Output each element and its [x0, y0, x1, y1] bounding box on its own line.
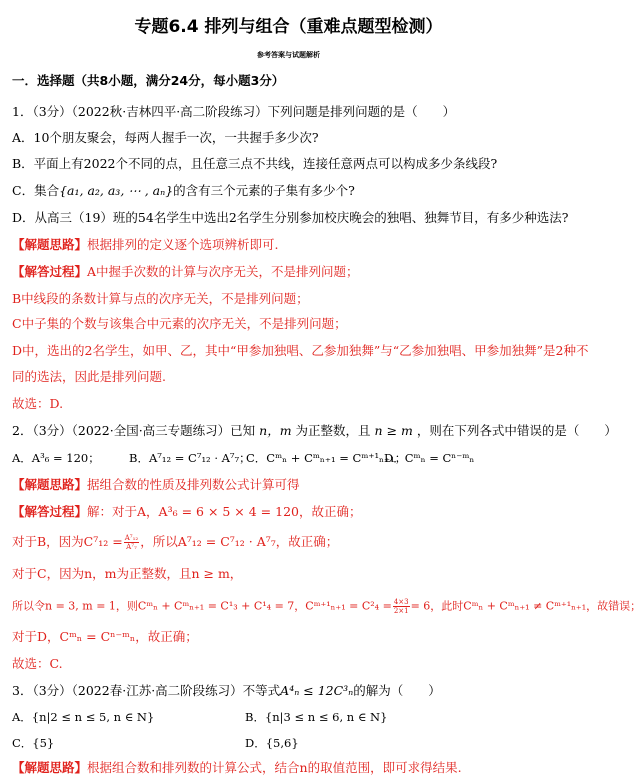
- q1-option-c: [12, 183, 355, 199]
- q2-process-c1: 对于C，因为n，m为正整数，且n ≥ m，: [12, 566, 243, 581]
- q2-process-b: [12, 534, 338, 551]
- q2-option-c: C．Cᵐₙ + Cᵐₙ₊₁ = Cᵐ⁺¹ₙ₊₁；: [246, 451, 407, 465]
- q2-process-b-numerator: A⁷₁₂: [124, 534, 139, 542]
- q1-idea-tag: 【解题思路】: [12, 237, 88, 252]
- q3-option-d: D．{5,6}: [245, 736, 299, 750]
- q1-process-3: C中子集的个数与该集合中元素的次序无关，不是排列问题；: [12, 316, 347, 331]
- q1-option-c-pre: C．集合: [12, 183, 60, 198]
- q1-process-5: 同的选法，因此是排列问题.: [12, 369, 166, 384]
- q1-option-c-set: {a₁, a₂, a₃, ⋯ , aₙ}: [59, 183, 174, 198]
- q2-stem: [12, 423, 617, 439]
- q3-stem-post: 的解为（ ）: [353, 683, 441, 698]
- q1-option-a: A．10个朋友聚会，每两人握手一次，一共握手多少次?: [12, 130, 319, 145]
- document-title: 专题6.4 排列与组合（重难点题型检测）: [134, 17, 443, 37]
- q2-process-c2-denominator: 2×1: [393, 607, 409, 615]
- section-heading: 一．选择题（共8小题，满分24分，每小题3分）: [12, 73, 285, 88]
- q2-process-b-post: ，所以A⁷₁₂ = C⁷₁₂ · A⁷₇，故正确；: [140, 534, 339, 549]
- q3-stem-pre: 3．（3分）（2022春·江苏·高二阶段练习）不等式: [12, 683, 281, 698]
- q3-idea: [12, 760, 462, 776]
- q2-idea: [12, 477, 300, 493]
- q3-option-a: A．{n|2 ≤ n ≤ 5, n ∈ N}: [12, 710, 155, 724]
- q1-process-2: B中线段的条数计算与点的次序无关，不是排列问题；: [12, 291, 309, 306]
- q2-option-d: D．Cᵐₙ = Cⁿ⁻ᵐₙ: [384, 451, 475, 465]
- q3-stem-inequality: A⁴ₙ ≤ 12C³ₙ: [280, 683, 354, 698]
- q2-idea-tag: 【解题思路】: [12, 477, 88, 492]
- q2-idea-text: 据组合数的性质及排列数公式计算可得: [87, 477, 300, 492]
- q2-process-b-fraction: [124, 534, 139, 551]
- q1-process-1: [12, 264, 359, 280]
- q1-idea: [12, 237, 279, 253]
- q2-process-c2: [12, 598, 641, 615]
- q3-option-c: C．{5}: [12, 736, 55, 750]
- q2-process-c2-numerator: 4×3: [393, 598, 409, 606]
- document-subtitle: 参考答案与试题解析: [257, 51, 320, 59]
- q2-stem-vars: n，m: [259, 423, 292, 438]
- q2-process-b-pre: 对于B，因为C⁷₁₂ =: [12, 534, 123, 549]
- q1-process-tag: 【解答过程】: [12, 264, 88, 279]
- q1-option-c-post: 的含有三个元素的子集有多少个?: [173, 183, 355, 198]
- q2-process-a: [12, 504, 362, 520]
- q1-process-4: D中，选出的2名学生，如甲、乙，其中“甲参加独唱、乙参加独舞”与“乙参加独唱、甲参加独舞”是2种不: [12, 343, 589, 358]
- q1-idea-text: 根据排列的定义逐个选项辨析即可.: [87, 237, 279, 252]
- q1-option-b: B．平面上有2022个不同的点，且任意三点不共线，连接任意两点可以构成多少条线段?: [12, 156, 498, 171]
- q2-option-a: A．A³₆ = 120；: [12, 451, 100, 465]
- q2-stem-cond: n ≥ m: [374, 423, 413, 438]
- q2-answer: 故选：C.: [12, 656, 63, 671]
- q2-stem-mid: 为正整数，且: [295, 423, 371, 438]
- q2-process-b-denominator: A⁷₇: [126, 543, 137, 551]
- q2-process-c2-pre: 所以令n = 3, m = 1，则Cᵐₙ + Cᵐₙ₊₁ = C¹₃ + C¹₄ = 7，Cᵐ⁺¹ₙ₊₁ = C²₄ =: [12, 599, 392, 613]
- q2-stem-pre: 2．（3分）（2022·全国·高三专题练习）已知: [12, 423, 256, 438]
- q1-stem: 1．（3分）（2022秋·吉林四平·高二阶段练习）下列问题是排列问题的是（ ）: [12, 104, 456, 119]
- q1-answer: 故选：D.: [12, 396, 64, 411]
- q2-option-b: B．A⁷₁₂ = C⁷₁₂ · A⁷₇；: [129, 451, 251, 465]
- q3-idea-text: 根据组合数和排列数的计算公式，结合n的取值范围，即可求得结果.: [87, 760, 462, 775]
- q2-stem-post: ，则在下列各式中错误的是（ ）: [416, 423, 617, 438]
- q1-process-1-text: A中握手次数的计算与次序无关，不是排列问题；: [87, 264, 359, 279]
- q2-process-a-text: 解：对于A，A³₆ = 6 × 5 × 4 = 120，故正确；: [87, 504, 362, 519]
- q3-option-b: B．{n|3 ≤ n ≤ 6, n ∈ N}: [245, 710, 388, 724]
- q2-process-c2-fraction: [393, 598, 410, 615]
- q3-stem: [12, 683, 441, 699]
- q2-process-d: 对于D，Cᵐₙ = Cⁿ⁻ᵐₙ，故正确；: [12, 629, 198, 644]
- q1-option-d: D．从高三（19）班的54名学生中选出2名学生分别参加校庆晚会的独唱、独舞节目，有多少种选法?: [12, 210, 569, 225]
- q3-idea-tag: 【解题思路】: [12, 760, 88, 775]
- q2-process-tag: 【解答过程】: [12, 504, 88, 519]
- q2-process-c2-post: = 6，此时Cᵐₙ + Cᵐₙ₊₁ ≠ Cᵐ⁺¹ₙ₊₁，故错误；: [410, 599, 641, 613]
